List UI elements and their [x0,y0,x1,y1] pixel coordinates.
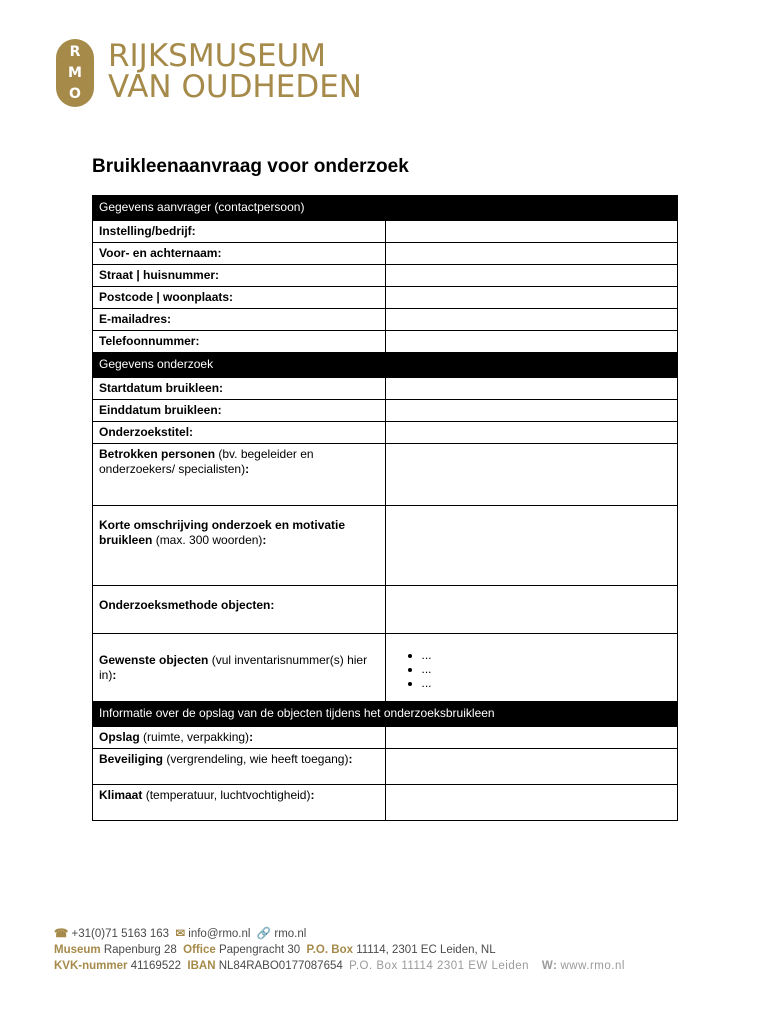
field-label-persons: Betrokken personen (bv. begeleider en onderzoekers/ specialisten): [93,444,386,506]
field-label: Postcode | woonplaats: [93,287,386,309]
field-input-name[interactable] [385,243,678,265]
museum-logo [56,39,396,109]
field-label-method: Onderzoeksmethode objecten: [93,586,386,634]
list-item: • ... [422,662,672,676]
field-input-end-date[interactable] [385,400,678,422]
list-item: • ... [422,676,672,690]
field-input-objects[interactable] [385,634,678,702]
phone-icon: ☎ [54,928,69,940]
footer-phone: +31(0)71 5163 163 [71,928,170,940]
list-item: • ... [422,648,672,662]
loan-request-form [92,195,678,821]
field-label-objects: Gewenste objecten (vul inventarisnummer(s) hier in): [93,634,386,702]
field-input-research-title[interactable] [385,422,678,444]
field-label: Onderzoekstitel: [93,422,386,444]
field-label-climate: Klimaat (temperatuur, luchtvochtigheid): [93,785,386,821]
field-label-storage: Opslag (ruimte, verpakking): [93,727,386,749]
footer-contact-line [54,926,625,942]
section-header-storage: Informatie over de opslag van de objecten tijdens het onderzoeksbruikleen [93,702,678,727]
logo-line-2: VAN OUDHEDEN [108,69,362,105]
section-header-research: Gegevens onderzoek [93,353,678,378]
field-label: Telefoonnummer: [93,331,386,353]
field-input-street[interactable] [385,265,678,287]
page-title: Bruikleenaanvraag voor onderzoek [92,156,409,177]
footer-ghost-address: P.O. Box 11114 2301 EW Leiden [349,960,530,972]
field-input-persons[interactable] [385,444,678,506]
page-footer [54,926,625,974]
field-input-storage[interactable] [385,727,678,749]
field-input-climate[interactable] [385,785,678,821]
mail-icon: ✉ [175,928,186,940]
field-label: Instelling/bedrijf: [93,221,386,243]
field-input-email[interactable] [385,309,678,331]
field-label: Voor- en achternaam: [93,243,386,265]
footer-registration-line: KVK-nummer 41169522 IBAN NL84RABO0177087654 P.O. Box 11114 2301 EW Leiden W: www.rmo.nl [54,960,625,972]
objects-bullet-list [392,648,672,690]
field-input-security[interactable] [385,749,678,785]
field-input-postcode[interactable] [385,287,678,309]
logo-line-1: RIJKSMUSEUM [108,38,326,74]
field-label: Einddatum bruikleen: [93,400,386,422]
field-label: Straat | huisnummer: [93,265,386,287]
field-input-method[interactable] [385,586,678,634]
footer-web[interactable]: rmo.nl [274,928,307,940]
section-header-applicant: Gegevens aanvrager (contactpersoon) [93,196,678,221]
field-input-start-date[interactable] [385,378,678,400]
field-label-description: Korte omschrijving onderzoek en motivatie bruikleen (max. 300 woorden): [93,506,386,586]
link-icon: 🔗 [256,928,272,940]
field-input-description[interactable] [385,506,678,586]
footer-address-line: Museum Rapenburg 28 Office Papengracht 30 P.O. Box 11114, 2301 EC Leiden, NL [54,944,496,956]
field-input-institution[interactable] [385,221,678,243]
logo-wordmark [108,38,362,105]
field-label-security: Beveiliging (vergrendeling, wie heeft toegang): [93,749,386,785]
field-label: Startdatum bruikleen: [93,378,386,400]
field-input-phone[interactable] [385,331,678,353]
footer-email[interactable]: info@rmo.nl [188,928,251,940]
field-label: E-mailadres: [93,309,386,331]
rmo-seal-icon: R M O [56,39,94,107]
